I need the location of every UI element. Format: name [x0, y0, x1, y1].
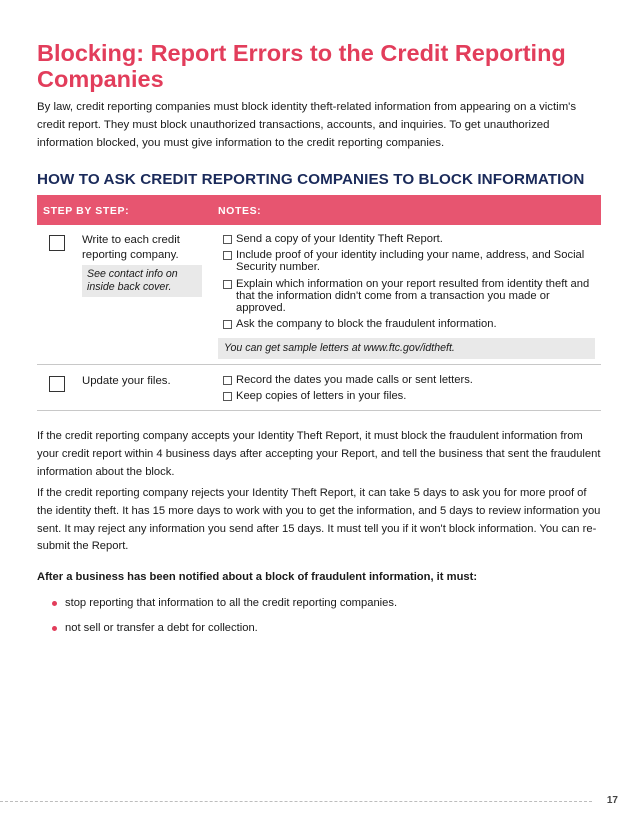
bullet-dot-icon	[52, 601, 57, 606]
intro-paragraph: By law, credit reporting companies must block identity theft-related information from appearing on a victim's credit report. They must block unauthorized transactions, accounts, and inquiries. To get unauthorized information blocked, you must give information to the credit reporting companies.	[37, 101, 577, 149]
table-row	[37, 366, 601, 411]
note-item: Send a copy of your Identity Theft Report.	[223, 233, 599, 245]
step-label: Write to each credit reporting company.	[82, 234, 180, 261]
page-title: Blocking: Report Errors to the Credit Reporting Companies	[37, 40, 566, 92]
notes-list	[223, 374, 599, 406]
note-checkbox-icon[interactable]	[223, 320, 232, 329]
notes-list	[223, 233, 599, 334]
sample-letters-note: You can get sample letters at www.ftc.gov/idtheft.	[218, 338, 595, 359]
list-item: stop reporting that information to all the credit reporting companies.	[52, 596, 592, 610]
note-item: Include proof of your identity including your name, address, and Social Security number.	[223, 249, 599, 273]
note-checkbox-icon[interactable]	[223, 235, 232, 244]
contact-info-note: See contact info on inside back cover.	[82, 265, 202, 297]
page-number: 17	[606, 795, 618, 806]
list-item: not sell or transfer a debt for collection.	[52, 621, 592, 635]
header-notes: NOTES:	[218, 205, 262, 217]
reject-paragraph: If the credit reporting company rejects your Identity Theft Report, it can take 5 days to ask you for more proof of the identity theft. It has 15 more days to work with you to get the information, and 5 days to review information you sent. It may reject any information you send after 15 days. It must tell you if it won't block information. You can re-submit the Report.	[37, 487, 601, 553]
header-step-by-step: STEP BY STEP:	[43, 205, 130, 217]
section-heading: HOW TO ASK CREDIT REPORTING COMPANIES TO BLOCK INFORMATION	[37, 171, 585, 188]
note-checkbox-icon[interactable]	[223, 376, 232, 385]
after-block-heading: After a business has been notified about a block of fraudulent information, it must:	[37, 571, 478, 583]
table-header	[37, 195, 601, 225]
accept-paragraph: If the credit reporting company accepts your Identity Theft Report, it must block the fraudulent information from your credit report within 4 business days after accepting your Report, and tell the business that sent the fraudulent information about the block.	[37, 430, 601, 478]
note-checkbox-icon[interactable]	[223, 392, 232, 401]
note-item: Explain which information on your report resulted from identity theft and that the information didn't come from a transaction you made or approved.	[223, 278, 599, 315]
note-checkbox-icon[interactable]	[223, 251, 232, 260]
step-label: Update your files.	[82, 375, 171, 387]
step-checkbox[interactable]	[49, 235, 65, 251]
note-item: Record the dates you made calls or sent letters.	[223, 374, 599, 386]
note-item: Keep copies of letters in your files.	[223, 390, 599, 402]
bullet-list	[52, 596, 592, 646]
note-item: Ask the company to block the fraudulent information.	[223, 318, 599, 330]
table-row	[37, 225, 601, 365]
note-checkbox-icon[interactable]	[223, 280, 232, 289]
footer-divider	[0, 801, 592, 802]
step-checkbox[interactable]	[49, 376, 65, 392]
bullet-dot-icon	[52, 626, 57, 631]
